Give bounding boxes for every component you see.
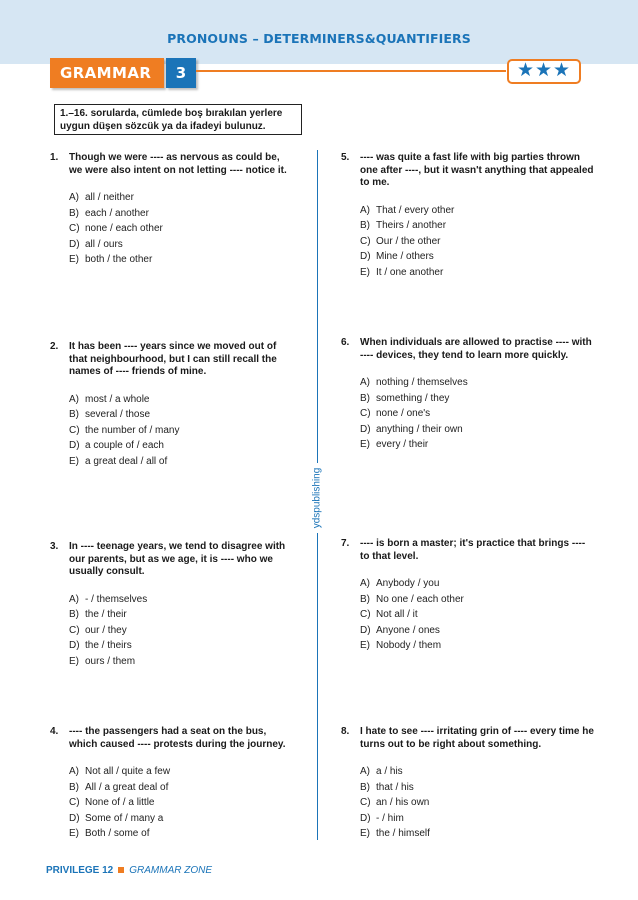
option-c[interactable] [69, 221, 295, 237]
option-a[interactable] [360, 764, 596, 780]
option-text: that / his [376, 781, 414, 793]
option-letter: A) [69, 593, 79, 605]
option-list [341, 203, 596, 281]
grammar-tag: GRAMMAR [50, 58, 164, 88]
option-letter: D) [360, 812, 371, 824]
option-letter: C) [360, 797, 371, 808]
footer-page-ref: PRIVILEGE 12 [46, 865, 114, 876]
option-text: each / another [85, 207, 149, 219]
option-text: Anyone / ones [376, 624, 440, 636]
option-letter: A) [360, 578, 370, 589]
option-text: Some of / many a [85, 812, 164, 824]
option-letter: D) [360, 423, 371, 435]
option-text: Theirs / another [376, 220, 447, 231]
page-footer [46, 865, 212, 876]
option-a[interactable] [69, 392, 295, 408]
option-c[interactable] [69, 423, 295, 439]
question-number: 6. [341, 337, 350, 348]
option-list [50, 764, 295, 842]
question-number: 1. [50, 152, 59, 163]
question-3 [50, 541, 295, 669]
option-e[interactable] [360, 826, 596, 842]
option-text: It / one another [376, 266, 444, 278]
option-d[interactable] [360, 249, 596, 265]
instruction-box: 1.–16. sorularda, cümlede boş bırakılan yerlere uygun düşen sözcük ya da ifadeyi bulunuz. [54, 104, 302, 135]
option-text: All / a great deal of [85, 781, 169, 793]
question-number: 7. [341, 538, 350, 549]
option-c[interactable] [69, 623, 295, 639]
option-letter: D) [69, 238, 80, 250]
question-stem: When individuals are allowed to practise ---- with ---- devices, they tend to learn more quickly. [360, 337, 592, 361]
option-d[interactable] [69, 237, 295, 253]
option-letter: C) [360, 609, 371, 620]
option-letter: E) [360, 640, 370, 651]
question-8 [341, 726, 596, 842]
option-text: a great deal / all of [85, 455, 168, 467]
option-text: - / him [376, 812, 404, 824]
option-list [341, 576, 596, 654]
question-number: 3. [50, 541, 59, 552]
option-e[interactable] [69, 252, 295, 268]
option-letter: E) [360, 266, 370, 278]
page-title [0, 31, 638, 46]
option-e[interactable] [69, 454, 295, 470]
option-e[interactable] [360, 437, 596, 453]
option-letter: D) [69, 812, 80, 824]
option-b[interactable] [69, 607, 295, 623]
option-text: something / they [376, 392, 450, 404]
option-letter: B) [69, 609, 79, 620]
option-letter: D) [360, 624, 371, 636]
option-e[interactable] [360, 638, 596, 654]
option-letter: D) [360, 251, 371, 262]
question-6 [341, 337, 596, 453]
option-list [50, 392, 295, 470]
question-1 [50, 152, 295, 268]
option-text: nothing / themselves [376, 377, 468, 388]
option-text: an / his own [376, 797, 430, 808]
option-a[interactable] [69, 764, 295, 780]
option-letter: C) [360, 235, 371, 247]
option-letter: B) [360, 392, 370, 404]
option-text: No one / each other [376, 593, 464, 605]
option-d[interactable] [360, 422, 596, 438]
option-text: a / his [376, 766, 403, 777]
publisher-label [305, 463, 329, 533]
page-title-ampersand: & [364, 31, 376, 46]
option-b[interactable] [360, 218, 596, 234]
option-letter: C) [360, 408, 371, 419]
option-c[interactable] [360, 234, 596, 250]
question-5 [341, 152, 596, 280]
option-e[interactable] [360, 265, 596, 281]
option-text: both / the other [85, 254, 153, 265]
option-a[interactable] [360, 375, 596, 391]
option-text: the / himself [376, 828, 430, 839]
publisher-label-text: ydspublishing [311, 467, 323, 529]
option-letter: E) [360, 828, 370, 839]
option-d[interactable] [360, 811, 596, 827]
option-letter: B) [69, 409, 79, 420]
option-letter: C) [69, 797, 80, 808]
question-stem: ---- the passengers had a seat on the bus, which caused ---- protests during the journey. [69, 726, 286, 750]
option-c[interactable] [360, 795, 596, 811]
question-4 [50, 726, 295, 842]
option-c[interactable] [360, 607, 596, 623]
option-letter: A) [360, 766, 370, 777]
option-text: Nobody / them [376, 640, 442, 651]
option-text: anything / their own [376, 423, 463, 435]
question-7 [341, 538, 596, 654]
option-letter: E) [69, 828, 79, 839]
level-badge: 3 [166, 58, 196, 88]
option-letter: E) [360, 439, 370, 450]
option-c[interactable] [360, 406, 596, 422]
option-d[interactable] [69, 638, 295, 654]
option-letter: E) [69, 655, 79, 667]
option-list [341, 375, 596, 453]
option-letter: C) [69, 223, 80, 234]
option-b[interactable] [69, 407, 295, 423]
option-letter: C) [69, 424, 80, 436]
question-number: 5. [341, 152, 350, 163]
page-title-text: PRONOUNS – DETERMINERS [167, 31, 365, 46]
option-text: several / those [85, 409, 151, 420]
question-number: 2. [50, 341, 59, 352]
option-text: the / theirs [85, 640, 132, 651]
option-text: Our / the other [376, 235, 441, 247]
option-text: all / ours [85, 238, 123, 250]
option-text: a couple of / each [85, 440, 164, 451]
option-text: every / their [376, 439, 429, 450]
option-text: the / their [85, 609, 127, 620]
option-letter: C) [69, 624, 80, 636]
header-divider [196, 70, 506, 72]
option-letter: E) [69, 254, 79, 265]
option-text: most / a whole [85, 393, 150, 405]
option-d[interactable] [69, 811, 295, 827]
option-text: all / neither [85, 192, 134, 203]
question-stem: In ---- teenage years, we tend to disagree with our parents, but as we age, it is ---- who we usually consult. [69, 541, 286, 577]
question-number: 8. [341, 726, 350, 737]
option-b[interactable] [69, 780, 295, 796]
option-letter: E) [69, 455, 79, 467]
option-b[interactable] [360, 391, 596, 407]
option-letter: A) [69, 766, 79, 777]
option-list [50, 190, 295, 268]
question-stem: It has been ---- years since we moved out of that neighbourhood, but I can still recall the names of ---- friends of mine. [69, 341, 277, 377]
option-list [341, 764, 596, 842]
option-letter: A) [69, 192, 79, 203]
option-a[interactable] [360, 203, 596, 219]
option-letter: B) [69, 781, 79, 793]
option-a[interactable] [69, 592, 295, 608]
option-a[interactable] [360, 576, 596, 592]
question-stem: ---- is born a master; it's practice that brings ---- to that level. [360, 538, 586, 562]
question-stem: ---- was quite a fast life with big parties thrown one after ----, but it wasn't anything that appealed to me. [360, 152, 594, 188]
option-letter: A) [69, 393, 79, 405]
difficulty-stars: ★★★ [507, 59, 581, 84]
page-title-text-end: QUANTIFIERS [375, 31, 471, 46]
option-d[interactable] [360, 623, 596, 639]
option-letter: B) [360, 781, 370, 793]
question-stem: Though we were ---- as nervous as could be, we were also intent on not letting ---- notice it. [69, 152, 287, 176]
option-letter: D) [69, 440, 80, 451]
option-text: Both / some of [85, 828, 150, 839]
option-b[interactable] [360, 780, 596, 796]
option-list [50, 592, 295, 670]
option-text: - / themselves [85, 593, 148, 605]
question-number: 4. [50, 726, 59, 737]
option-text: Mine / others [376, 251, 434, 262]
option-text: Not all / it [376, 609, 418, 620]
option-text: our / they [85, 624, 127, 636]
option-e[interactable] [69, 654, 295, 670]
option-e[interactable] [69, 826, 295, 842]
option-letter: B) [69, 207, 79, 219]
option-text: none / one's [376, 408, 431, 419]
option-d[interactable] [69, 438, 295, 454]
option-letter: D) [69, 640, 80, 651]
option-c[interactable] [69, 795, 295, 811]
option-letter: B) [360, 593, 370, 605]
question-2 [50, 341, 295, 469]
footer-zone: GRAMMAR ZONE [129, 865, 213, 876]
option-text: Not all / quite a few [85, 766, 171, 777]
option-text: None of / a little [85, 797, 155, 808]
option-letter: A) [360, 204, 370, 216]
option-b[interactable] [69, 206, 295, 222]
option-text: That / every other [376, 204, 455, 216]
option-text: none / each other [85, 223, 163, 234]
option-text: ours / them [85, 655, 136, 667]
option-a[interactable] [69, 190, 295, 206]
option-b[interactable] [360, 592, 596, 608]
option-letter: B) [360, 220, 370, 231]
option-text: Anybody / you [376, 578, 440, 589]
option-text: the number of / many [85, 424, 180, 436]
square-bullet-icon [118, 867, 124, 873]
option-letter: A) [360, 377, 370, 388]
question-stem: I hate to see ---- irritating grin of ---- every time he turns out to be right about something. [360, 726, 594, 750]
